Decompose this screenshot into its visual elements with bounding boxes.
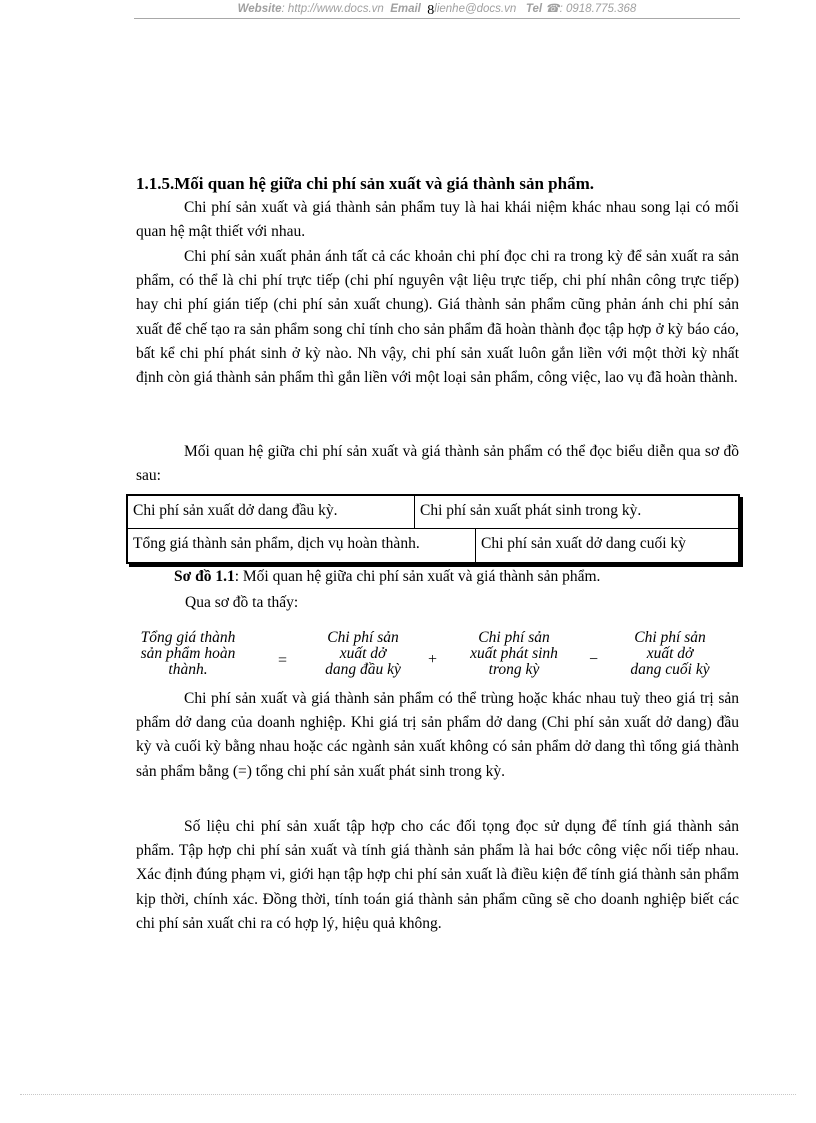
formula-term-total xyxy=(108,630,268,678)
formula-minus: − xyxy=(589,651,599,668)
formula-plus: + xyxy=(428,651,438,668)
paragraph-4: Chi phí sản xuất và giá thành sản phẩm có thể trùng hoặc khác nhau tuỳ theo giá trị sản phẩm dở dang của doanh nghiệp. Khi giá trị sản phẩm dở dang (Chi phí sản xuất dở dang) đầu kỳ và cuối kỳ bằng nhau hoặc các ngành sản xuất không có sản phẩm dở dang thì tổng giá thành sản phẩm bằng (=) tổng chi phí sản xuất phát sinh trong kỳ. xyxy=(136,690,739,780)
page-footer-line xyxy=(20,1094,796,1095)
formula-term-line: Chi phí sản xyxy=(634,629,706,646)
formula-term-incurred xyxy=(434,630,594,678)
caption-text: : Mối quan hệ giữa chi phí sản xuất và giá thành sản phẩm. xyxy=(234,568,601,585)
formula-term-line: Tổng giá thành xyxy=(140,629,236,646)
formula-term-opening xyxy=(283,630,443,678)
diagram-total-cost: Tổng giá thành sản phẩm, dịch vụ hoàn thành. xyxy=(128,529,476,562)
formula-term-line: trong kỳ xyxy=(488,661,540,678)
formula-term-line: dang cuối kỳ xyxy=(630,661,710,678)
email-label: Email xyxy=(390,3,421,15)
diagram-caption xyxy=(174,568,600,586)
formula-term-line: dang đầu kỳ xyxy=(325,661,401,678)
formula-intro: Qua sơ đồ ta thấy: xyxy=(185,594,299,611)
tel-label: Tel xyxy=(525,3,543,15)
formula-term-line: xuất phát sinh xyxy=(470,645,558,662)
diagram-opening-wip: Chi phí sản xuất dở dang đầu kỳ. xyxy=(128,496,415,529)
phone-icon: ☎ xyxy=(545,3,560,15)
formula-equals: = xyxy=(278,652,288,669)
caption-label: Sơ đồ 1.1 xyxy=(174,568,235,585)
paragraph-5: Số liệu chi phí sản xuất tập hợp cho các đối tọng đọc sử dụng để tính giá thành sản phẩm. Tập hợp chi phí sản xuất và tính giá thành sản phẩm là hai bớc công việc nối tiếp nhau. Xác định đúng phạm vi, giới hạn tập hợp chi phí sản xuất là điều kiện để tính giá thành sản phẩm kịp thời, chính xác. Đồng thời, tính toán giá thành sản phẩm cũng sẽ cho doanh nghiệp biết các chi phí sản xuất chi ra có hợp lý, hiệu quả không. xyxy=(136,818,739,932)
website-label: Website xyxy=(237,3,282,15)
diagram-closing-wip: Chi phí sản xuất dở dang cuối kỳ xyxy=(481,535,686,552)
paragraph-1: Chi phí sản xuất và giá thành sản phẩm tuy là hai khái niệm khác nhau song lại có mối quan hệ mật thiết với nhau. xyxy=(136,199,739,241)
formula-term-closing xyxy=(590,630,750,678)
email-value: lienhe@docs.vn xyxy=(434,3,517,15)
formula-term-line: Chi phí sản xyxy=(327,629,399,646)
section-heading: 1.1.5.Mối quan hệ giữa chi phí sản xuất và giá thành sản phẩm. xyxy=(136,174,594,193)
formula-term-line: thành. xyxy=(168,661,208,678)
formula-term-line: xuất dở xyxy=(339,645,387,662)
paragraph-2: Chi phí sản xuất phản ánh tất cả các khoản chi phí đọc chi ra trong kỳ để sản xuất ra sản phẩm, có thể là chi phí trực tiếp (chi phí nguyên vật liệu trực tiếp, chi phí nhân công trực tiếp) hay chi phí gián tiếp (chi phí sản xuất chung). Giá thành sản phẩm cũng phản ánh chi phí sản xuất để chế tạo ra sản phẩm song chỉ tính cho sản phẩm đã hoàn thành đọc tập hợp ở kỳ báo cáo, bất kể chi phí phát sinh ở kỳ nào. Nh vậy, chi phí sản xuất luôn gắn liền với một thời kỳ nhất định còn giá thành sản phẩm thì gắn liền với một loại sản phẩm, công việc, lao vụ đã hoàn thành. xyxy=(136,248,739,387)
formula-term-line: sản phẩm hoàn xyxy=(140,645,236,662)
diagram-incurred-costs: Chi phí sản xuất phát sinh trong kỳ. xyxy=(415,496,738,529)
formula-term-line: Chi phí sản xyxy=(478,629,550,646)
tel-value: : 0918.775.368 xyxy=(559,3,637,15)
page-header xyxy=(134,0,740,19)
paragraph-3: Mối quan hệ giữa chi phí sản xuất và giá thành sản phẩm có thể đọc biểu diễn qua sơ đồ sau: xyxy=(136,443,739,485)
page-number: 8 xyxy=(427,3,435,18)
formula-term-line: xuất dở xyxy=(646,645,694,662)
website-value: : http://www.docs.vn xyxy=(281,3,384,15)
cost-flow-diagram xyxy=(126,494,740,564)
